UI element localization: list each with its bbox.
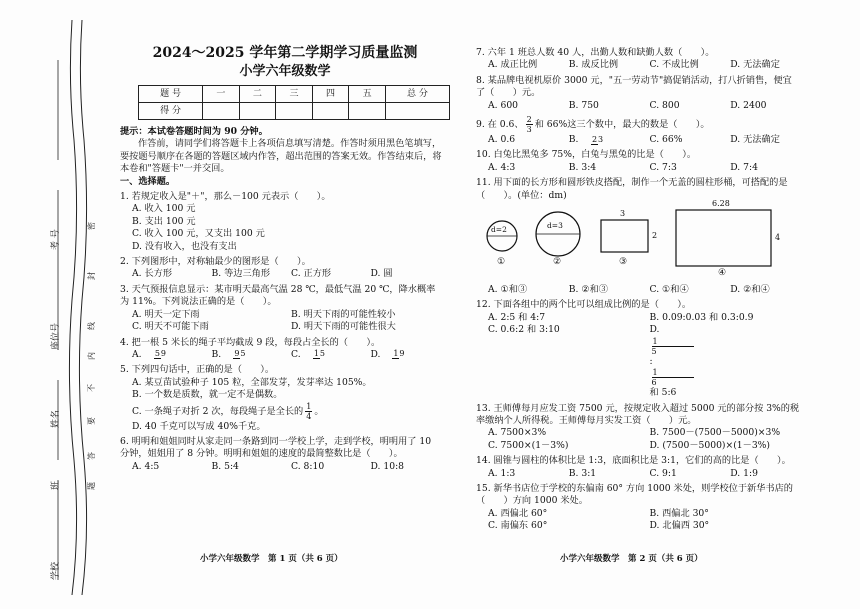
options-row — [120, 309, 450, 334]
option-d[interactable]: D. (7500－5000)×(1－3%) — [649, 439, 770, 451]
score-cell[interactable] — [276, 103, 313, 120]
option-b[interactable] — [569, 134, 650, 146]
option-label: D. — [370, 348, 381, 360]
option-label: B. — [211, 348, 222, 360]
exam-title: 2024～2025 学年第二学期学习质量监测 — [152, 45, 418, 61]
score-header-cell: 三 — [276, 86, 313, 103]
options-row — [476, 427, 811, 452]
exam-no-label: 考 号 — [51, 229, 61, 250]
option-d[interactable]: D. 10:8 — [370, 460, 405, 472]
score-cell[interactable] — [203, 103, 240, 120]
option-a[interactable]: A. 2:5 和 4:7 — [488, 311, 546, 323]
circle-2-label: d=3 — [547, 221, 563, 231]
option-d[interactable]: D. 北偏西 30° — [649, 520, 710, 532]
fraction — [154, 349, 174, 359]
stem-start: 9. 在 0.6、 — [476, 119, 524, 131]
score-cell[interactable] — [349, 103, 386, 120]
option-c[interactable]: C. 南偏东 60° — [488, 520, 548, 532]
question-stem-cont: 为 11%。下列说法正确的是（ ）。 — [120, 296, 277, 308]
option-c[interactable]: C. 0.6:2 和 3:10 — [488, 324, 560, 336]
question-5 — [120, 364, 450, 433]
option-c[interactable]: C. 66% — [649, 134, 683, 146]
fraction — [305, 402, 312, 421]
score-cell[interactable] — [239, 103, 276, 120]
option-a[interactable]: A. 某豆苗试验种子 105 粒，全部发芽，发芽率达 105%。 — [132, 376, 372, 388]
question-stem: 15. 新华书店位于学校的东偏南 60° 方向 1000 米处，则学校位于新华书店的 — [476, 482, 793, 494]
fraction — [591, 135, 611, 145]
seal-char-5: 要 — [87, 417, 96, 425]
denominator: 4 — [306, 411, 312, 421]
denominator: 5 — [240, 349, 246, 359]
option-c[interactable]: C. 正方形 — [291, 268, 332, 280]
figure-label-3: ③ — [619, 256, 628, 268]
school-label: 学校 — [51, 561, 61, 580]
option-a[interactable]: A. 成正比例 — [488, 59, 538, 71]
option-b[interactable]: B. 支出 100 元 — [132, 215, 196, 227]
options-row — [120, 349, 450, 361]
numerator: 2 — [526, 115, 532, 125]
options-row — [120, 268, 450, 280]
option-d[interactable]: D. 7:4 — [730, 161, 758, 173]
options-row — [476, 162, 811, 174]
question-stem: 12. 下面各组中的两个比可以组成比例的是（ ）。 — [476, 299, 692, 311]
numerator: 5 — [154, 349, 160, 359]
question-6 — [120, 436, 450, 473]
option-b[interactable]: B. 3:4 — [568, 161, 597, 173]
figure-label-1: ① — [497, 256, 506, 268]
score-header-cell: 四 — [312, 86, 349, 103]
option-c[interactable]: C. 9:1 — [649, 467, 677, 479]
seal-char-1: 封 — [87, 272, 96, 280]
figure-label-4: ④ — [718, 267, 727, 279]
option-c[interactable] — [291, 349, 371, 361]
question-stem: 2. 下列图形中，对称轴最少的图形是（ ）。 — [120, 256, 311, 268]
option-d[interactable]: D. 40 千克可以写成 40%千克。 — [132, 420, 266, 432]
question-stem — [476, 115, 811, 134]
option-b[interactable]: B. 西偏北 30° — [649, 507, 709, 519]
option-label: C. — [291, 348, 301, 360]
option-d[interactable]: D. 没有收入，也没有支出 — [132, 240, 237, 252]
score-cell[interactable] — [385, 103, 449, 120]
seal-char-7: 题 — [87, 482, 96, 490]
denominator: 5 — [319, 349, 325, 359]
question-2 — [120, 256, 450, 281]
seat-no-label: 座位号 — [51, 322, 61, 350]
rect-small-height: 2 — [652, 231, 658, 241]
question-9 — [476, 115, 811, 146]
option-c[interactable] — [120, 402, 450, 421]
options-row — [476, 59, 811, 71]
option-a[interactable]: A. 西偏北 60° — [488, 507, 548, 519]
denominator: 6 — [651, 378, 657, 388]
question-1 — [120, 191, 450, 253]
instructions-line-2: 要按题号顺序在各题的答题区域内作答，超出范围的答案无效。作答结束后，将 — [120, 150, 442, 162]
option-a[interactable] — [132, 349, 212, 361]
numerator: 1 — [313, 349, 319, 359]
seal-char-6: 答 — [87, 452, 96, 460]
fraction — [313, 349, 333, 359]
option-b[interactable]: B. ②和③ — [568, 284, 608, 296]
option-d[interactable] — [371, 349, 451, 361]
circle-1-label: d=2 — [491, 225, 507, 235]
option-b[interactable]: B. 一个数是质数，就一定不是偶数。 — [132, 389, 283, 401]
option-c[interactable]: C. 8:10 — [291, 460, 325, 472]
option-label: A. — [132, 348, 142, 360]
instructions-line-1: 作答前，请同学们将答题卡上各项信息填写清楚。作答时须用黑色笔填写， — [138, 138, 442, 150]
options-row — [476, 100, 811, 112]
option-d[interactable]: D. 无法确定 — [730, 59, 780, 71]
class-label: 班 — [51, 480, 61, 490]
score-cell[interactable] — [312, 103, 349, 120]
question-stem-cont: 分钟，姐姐用了 8 分钟。明明和姐姐的速度的最简整数比是（ ）。 — [120, 448, 403, 460]
time-tip: 提示：本试卷答题时间为 90 分钟。 — [120, 126, 268, 137]
option-d[interactable] — [650, 324, 812, 399]
question-15 — [476, 483, 811, 533]
seal-char-4: 不 — [87, 384, 96, 392]
option-a[interactable]: A. 7500×3% — [488, 427, 547, 439]
option-a[interactable]: A. 长方形 — [132, 268, 173, 280]
footer-right: 小学六年级数学 第 2 页（共 6 页） — [560, 554, 703, 564]
score-table — [138, 85, 450, 120]
option-d[interactable]: D. 圆 — [370, 268, 393, 280]
question-stem: 11. 用下面的长方形和圆形铁皮搭配，制作一个无盖的圆柱形桶，可搭配的是 — [476, 177, 788, 189]
score-table-header — [139, 86, 450, 103]
numerator: 9 — [234, 349, 240, 359]
seal-char-0: 密 — [87, 222, 96, 230]
numerator: 1 — [652, 368, 694, 378]
numerator: 2 — [591, 134, 598, 144]
question-stem: 1. 若规定收入是"＋"，那么－100 元表示（ ）。 — [120, 191, 331, 203]
option-a[interactable]: A. 收入 100 元 — [132, 203, 196, 215]
figures-svg — [476, 204, 811, 282]
question-stem: 3. 天气预报信息显示：某市明天最高气温 28 ℃，最低气温 20 ℃，降水概率 — [120, 283, 436, 295]
score-table-row — [139, 103, 450, 120]
option-a[interactable]: A. 0.6 — [488, 134, 516, 146]
question-7 — [476, 47, 811, 72]
question-14 — [476, 455, 811, 480]
denominator: 3 — [526, 125, 532, 135]
question-stem: 5. 下列四句话中，正确的是（ ）。 — [120, 364, 275, 376]
fraction — [652, 368, 733, 387]
option-d[interactable]: D. 明天下雨的可能性很大 — [291, 321, 396, 333]
denominator: 5 — [651, 346, 657, 356]
option-c[interactable]: C. 不成比例 — [649, 59, 699, 71]
question-stem-cont: 了（ ）元。 — [476, 87, 541, 99]
rect-big-width: 6.28 — [712, 199, 730, 209]
section-heading: 一、选择题。 — [120, 175, 176, 187]
option-b[interactable]: B. 明天下雨的可能性较小 — [291, 308, 396, 320]
denominator: 3 — [597, 134, 604, 144]
option-c-text: C. 一条绳子对折 2 次，每段绳子是全长的 — [132, 405, 304, 417]
option-b[interactable] — [212, 349, 292, 361]
question-10 — [476, 149, 811, 174]
question-stem: 7. 六年 1 班总人数 40 人，出勤人数和缺勤人数（ ）。 — [476, 47, 715, 58]
option-a[interactable]: A. 4:3 — [488, 161, 516, 173]
question-stem: 10. 白兔比黑兔多 75%，白兔与黑兔的比是（ ）。 — [476, 149, 697, 161]
option-c[interactable]: C. ①和④ — [649, 284, 689, 296]
option-b[interactable]: B. 成反比例 — [568, 59, 619, 71]
score-header-cell: 二 — [239, 86, 276, 103]
left-column — [120, 44, 450, 473]
question-8 — [476, 75, 811, 112]
ratio-colon: : — [649, 355, 653, 367]
option-c[interactable]: C. 800 — [649, 99, 680, 111]
option-b[interactable]: B. 7500－(7500－5000)×3% — [649, 427, 781, 439]
rect-small-width: 3 — [620, 209, 626, 219]
rect-big-height: 4 — [775, 233, 781, 243]
seal-char-3: 内 — [87, 352, 96, 360]
score-row-label: 得 分 — [139, 103, 203, 120]
binding-strip — [48, 20, 110, 595]
option-c[interactable]: C. 收入 100 元，又支出 100 元 — [132, 228, 265, 240]
question-stem: 13. 王师傅每月应发工资 7500 元，按规定收入超过 5000 元的部分按 3%的税 — [476, 402, 800, 414]
question-12 — [476, 299, 811, 399]
fraction — [526, 115, 533, 134]
option-a[interactable]: A. 明天一定下雨 — [132, 308, 200, 320]
score-header-cell: 总 分 — [385, 86, 449, 103]
option-b[interactable]: B. 750 — [568, 99, 599, 111]
option-b[interactable]: B. 等边三角形 — [211, 268, 271, 280]
score-header-cell: 五 — [349, 86, 386, 103]
numerator: 1 — [393, 349, 399, 359]
option-d[interactable]: D. ②和④ — [730, 284, 770, 296]
option-a[interactable]: A. ①和③ — [488, 284, 528, 296]
option-label: B. — [568, 134, 579, 146]
stem-end: 和 66%这三个数中，最大的数是（ ）。 — [534, 119, 710, 131]
option-b[interactable]: B. 3:1 — [568, 467, 597, 479]
exam-subtitle: 小学六年级数学 — [239, 64, 331, 79]
options-row — [476, 284, 811, 296]
question-3 — [120, 284, 450, 334]
option-c-end: 。 — [314, 405, 324, 417]
right-column — [476, 44, 811, 533]
question-stem: 14. 圆锥与圆柱的体积比是 1:3，底面积比是 3:1，它们的高的比是（ ）。 — [476, 455, 791, 467]
question-11 — [476, 177, 811, 296]
options-row — [120, 461, 450, 473]
footer-left: 小学六年级数学 第 1 页（共 6 页） — [200, 554, 343, 564]
rect-big-shape — [676, 210, 771, 266]
options-row — [476, 134, 811, 146]
denominator: 9 — [399, 349, 405, 359]
options-row — [476, 508, 811, 533]
fraction — [233, 349, 253, 359]
question-stem: 6. 明明和姐姐同时从家走同一条路到同一学校上学，走到学校，明明用了 10 — [120, 435, 432, 447]
option-a[interactable]: A. 1:3 — [488, 467, 516, 479]
question-stem-cont: 率缴纳个人所得税。王师傅每月实发工资（ ）元。 — [476, 414, 697, 426]
numerator: 1 — [652, 337, 694, 347]
option-c[interactable]: C. 7500×(1－3%) — [488, 439, 569, 451]
option-c[interactable]: C. 7:3 — [649, 161, 677, 173]
question-4 — [120, 337, 450, 362]
option-label: D. — [649, 324, 660, 336]
sheet-figures — [476, 199, 811, 282]
option-b[interactable]: B. 5:4 — [211, 460, 239, 472]
option-d[interactable]: D. 无法确定 — [730, 134, 780, 146]
option-d[interactable]: D. 2400 — [730, 99, 767, 111]
fraction — [652, 337, 733, 356]
rect-small-shape — [601, 220, 648, 252]
option-a[interactable]: A. 4:5 — [132, 460, 160, 472]
numerator: 1 — [306, 401, 312, 411]
seal-char-2: 线 — [87, 322, 96, 330]
binding-lines — [48, 20, 110, 595]
option-c[interactable]: C. 明天不可能下雨 — [132, 321, 209, 333]
denominator: 9 — [160, 349, 166, 359]
question-stem-cont: （ ）方向 1000 米处。 — [476, 495, 588, 507]
question-stem: 4. 把一根 5 米长的绳子平均截成 9 段，每段占全长的（ ）。 — [120, 336, 381, 348]
question-stem: 8. 某品牌电视机原价 3000 元，"五一劳动节"搞促销活动，打八折销售，便宜 — [476, 74, 792, 86]
option-b[interactable]: B. 0.09:0.03 和 0.3:0.9 — [649, 311, 754, 323]
name-label: 姓名 — [51, 409, 61, 428]
figure-label-2: ② — [553, 256, 562, 268]
fraction — [392, 349, 412, 359]
question-13 — [476, 403, 811, 453]
question-stem-cont: （ ）。(单位：dm) — [476, 189, 567, 201]
options-row — [476, 312, 811, 400]
score-header-cell: 题 号 — [139, 86, 203, 103]
score-header-cell: 一 — [203, 86, 240, 103]
option-d-end: 和 5:6 — [649, 387, 677, 399]
option-d[interactable]: D. 1:9 — [730, 467, 758, 479]
option-a[interactable]: A. 600 — [488, 99, 519, 111]
instructions-line-3: 本卷和"答题卡"一并交回。 — [120, 163, 230, 175]
options-row — [476, 468, 811, 480]
